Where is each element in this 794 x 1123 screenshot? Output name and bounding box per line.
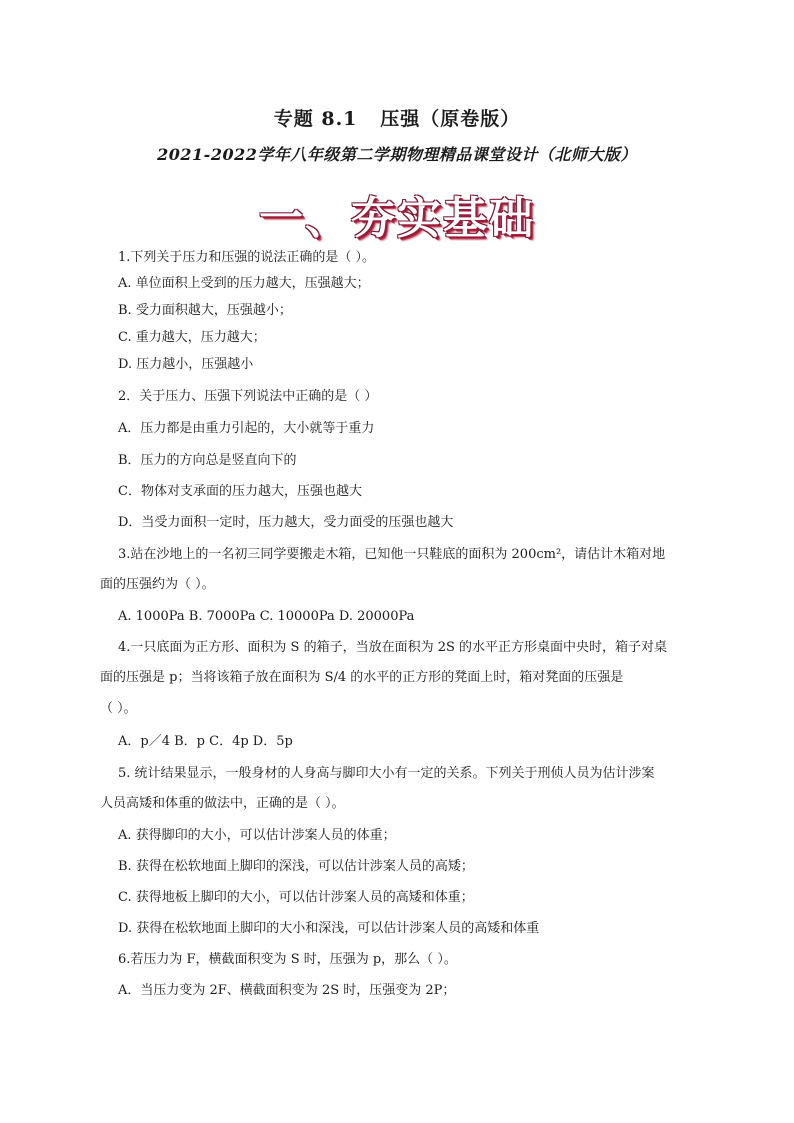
question-3-stem-line-1: 3.站在沙地上的一名初三同学要搬走木箱，已知他一只鞋底的面积为 200cm²，请估计木箱对地	[118, 547, 666, 562]
question-5-option-b: B. 获得在松软地面上脚印的深浅，可以估计涉案人员的高矮；	[118, 859, 474, 874]
page-title: 专题 8.1 压强（原卷版）	[273, 108, 521, 130]
question-1-option-d: D. 压力越小，压强越小	[118, 357, 254, 372]
section-heading: 一、夯实基础	[259, 193, 535, 244]
question-1-option-b: B. 受力面积越大，压强越小；	[118, 303, 292, 318]
question-2-stem: 2．关于压力、压强下列说法中正确的是（ ）	[118, 389, 378, 404]
question-3-options: A. 1000Pa B. 7000Pa C. 10000Pa D. 20000Pa	[118, 609, 415, 624]
question-1-option-a: A. 单位面积上受到的压力越大，压强越大；	[118, 276, 370, 291]
question-5-option-a: A. 获得脚印的大小，可以估计涉案人员的体重；	[118, 828, 396, 843]
question-5-option-d: D. 获得在松软地面上脚印的大小和深浅，可以估计涉案人员的高矮和体重	[118, 921, 540, 936]
question-4-stem-line-3: （ ）。	[100, 701, 137, 716]
question-2-option-b: B．压力的方向总是竖直向下的	[118, 453, 297, 468]
question-4-stem-line-2: 面的压强是 p；当将该箱子放在面积为 S/4 的水平的正方形的凳面上时，箱对凳面的压强是	[100, 670, 624, 685]
question-6-stem: 6.若压力为 F，横截面积变为 S 时，压强为 p，那么（ ）。	[118, 952, 457, 967]
question-4-stem-line-1: 4.一只底面为正方形、面积为 S 的箱子，当放在面积为 2S 的水平正方形桌面中央时，箱子对桌	[118, 640, 668, 655]
question-5-option-c: C. 获得地板上脚印的大小，可以估计涉案人员的高矮和体重；	[118, 890, 474, 905]
question-3-stem-line-2: 面的压强约为（ ）。	[100, 577, 215, 592]
question-1-option-c: C. 重力越大，压力越大；	[118, 330, 266, 345]
page-subtitle: 2021-2022学年八年级第二学期物理精品课堂设计（北师大版）	[157, 145, 637, 164]
question-2-option-d: D．当受力面积一定时，压力越大，受力面受的压强也越大	[118, 515, 454, 530]
question-5-stem-line-2: 人员高矮和体重的做法中，正确的是（ ）。	[100, 796, 345, 811]
question-6-option-a: A．当压力变为 2F、横截面积变为 2S 时，压强变为 2P；	[118, 983, 456, 998]
question-5-stem-line-1: 5. 统计结果显示，一般身材的人身高与脚印大小有一定的关系。下列关于刑侦人员为估计涉案	[118, 766, 655, 781]
question-1-stem: 1.下列关于压力和压强的说法正确的是（ ）。	[118, 250, 376, 265]
question-4-options: A．p／4 B．p C．4p D．5p	[118, 734, 293, 749]
question-2-option-a: A．压力都是由重力引起的，大小就等于重力	[118, 421, 375, 436]
question-2-option-c: C．物体对支承面的压力越大，压强也越大	[118, 484, 362, 499]
